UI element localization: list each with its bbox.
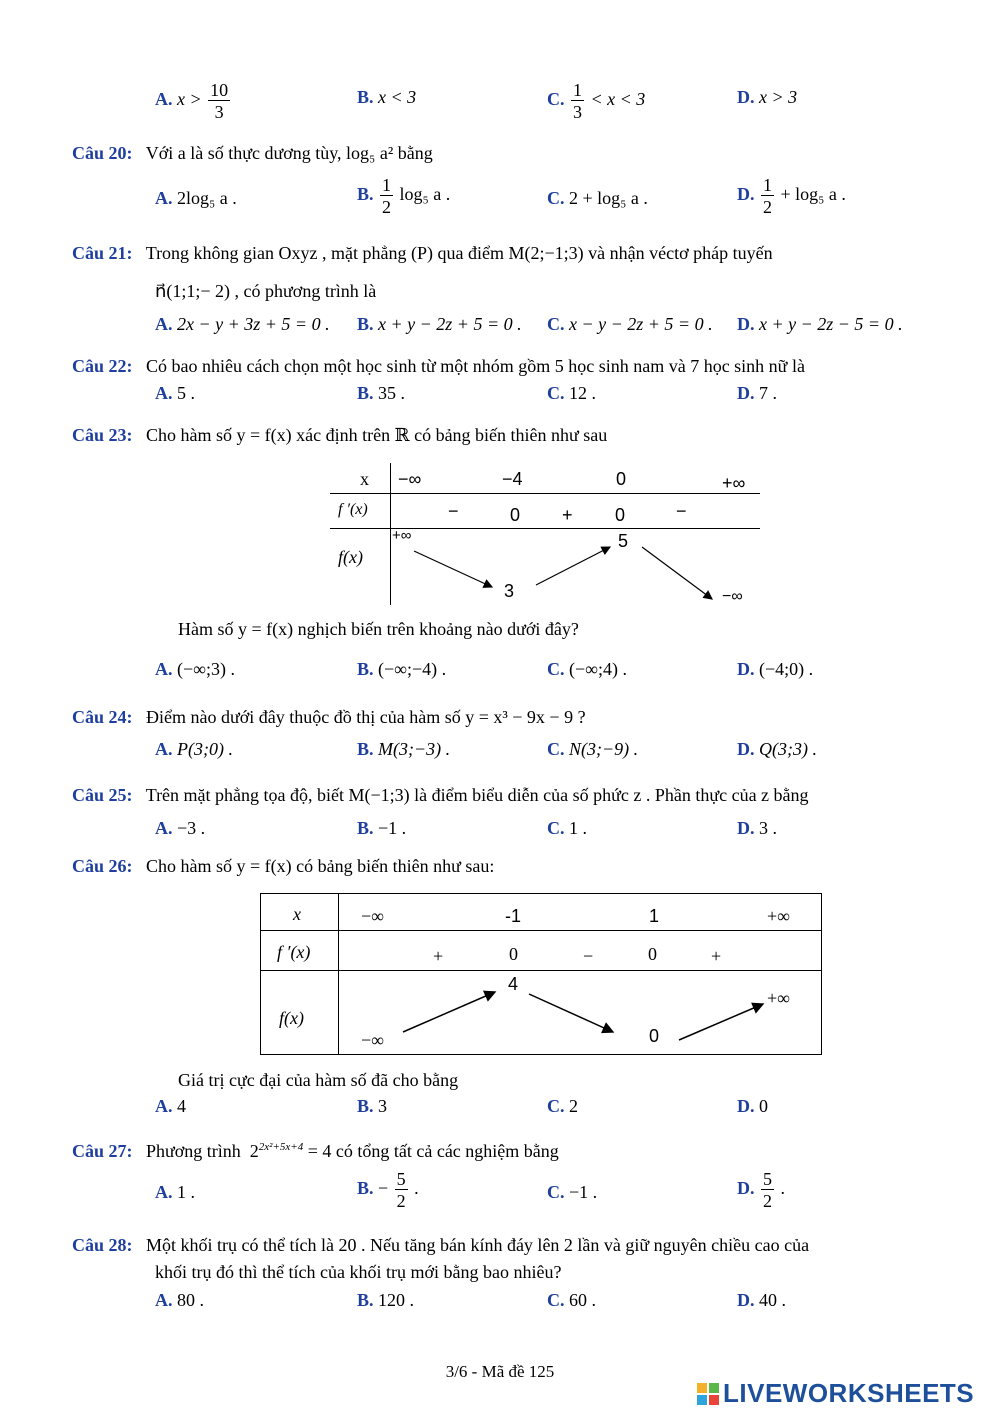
q26-option-b[interactable]: B. 3 (357, 1096, 388, 1116)
q22-stem: Câu 22: Có bao nhiêu cách chọn một học sinh từ một nhóm gồm 5 học sinh nam và 7 học sinh nữ là (72, 356, 805, 376)
q25-option-b[interactable]: B. −1 . (357, 818, 407, 838)
q26-arrow-up (679, 1004, 763, 1040)
q25-option-c[interactable]: C. 1 . (547, 818, 587, 838)
q21-option-a[interactable]: A. 2x − y + 3z + 5 = 0 . (155, 314, 330, 334)
q23-row-f-label: f(x) (338, 547, 363, 567)
q25-options (155, 818, 935, 858)
q26-arrow-up (403, 992, 495, 1032)
q22-option-d[interactable]: D. 7 . (737, 383, 777, 403)
q23-f-val: 3 (504, 581, 515, 601)
q20-option-d[interactable]: D. $\frac{1}{2}$ + log₅ a . (737, 175, 846, 217)
q25-option-d[interactable]: D. 3 . (737, 818, 777, 838)
q23-f-val: −∞ (722, 588, 743, 605)
q27-option-d[interactable]: D. $\frac{5}{2}$ . (737, 1169, 785, 1211)
q26-option-d[interactable]: D. 0 (737, 1096, 768, 1116)
q26-row-fp-label: f ′(x) (277, 942, 311, 962)
q22-option-c[interactable]: C. 12 . (547, 383, 596, 403)
q19-option-a[interactable]: A. x > $\frac{10}{3}$ (155, 80, 229, 122)
q20-stem: Câu 20: Với a là số thực dương tùy, log₅ a² bằng (72, 143, 433, 163)
q19-option-b[interactable]: B. x < 3 (357, 87, 417, 107)
q26-f-val: +∞ (767, 988, 790, 1008)
q26-question: Giá trị cực đại của hàm số đã cho bằng (178, 1070, 459, 1090)
q26-variation-table (260, 893, 822, 1055)
q26-fp-val: + (433, 946, 444, 966)
q23-fp-val: 0 (510, 505, 521, 525)
q26-f-val: −∞ (361, 1030, 384, 1050)
q26-fp-val: − (583, 946, 594, 966)
q28-option-c[interactable]: C. 60 . (547, 1290, 596, 1310)
q23-fp-val: − (676, 501, 687, 521)
q26-stem: Câu 26: Cho hàm số y = f(x) có bảng biến thiên như sau: (72, 856, 495, 876)
q24-option-c[interactable]: C. N(3;−9) . (547, 739, 639, 759)
q19-option-c[interactable]: C. $\frac{1}{3}$ < x < 3 (547, 80, 646, 122)
q21-option-b[interactable]: B. x + y − 2z + 5 = 0 . (357, 314, 522, 334)
q23-stem: Câu 23: Cho hàm số y = f(x) xác định trên ℝ có bảng biến thiên như sau (72, 425, 608, 445)
q21-option-d[interactable]: D. x + y − 2z − 5 = 0 . (737, 314, 903, 334)
q26-option-a[interactable]: A. 4 (155, 1096, 186, 1116)
q27-stem: Câu 27: Phương trình $2^{2x^2+5x+4} = 4$ có tổng tất cả các nghiệm bằng (72, 1141, 559, 1161)
q24-option-a[interactable]: A. P(3;0) . (155, 739, 233, 759)
q23-x-val: −4 (502, 469, 523, 489)
q23-arrows (330, 463, 762, 611)
q23-option-b[interactable]: B. (−∞;−4) . (357, 659, 447, 679)
q23-fp-val: 0 (615, 505, 626, 525)
q26-arrow-down (529, 994, 613, 1032)
q20-option-b[interactable]: B. $\frac{1}{2}$ log₅ a . (357, 175, 451, 217)
q23-row-fp-label: f ′(x) (338, 501, 368, 518)
q24-option-d[interactable]: D. Q(3;3) . (737, 739, 817, 759)
q23-arrow-down (414, 551, 492, 587)
q23-row-x-label: x (360, 469, 369, 489)
page-footer: 3/6 - Mã đề 125 (445, 1362, 555, 1381)
q27-option-c[interactable]: C. −1 . (547, 1182, 598, 1202)
q23-f-val: +∞ (392, 527, 412, 544)
q23-option-a[interactable]: A. (−∞;3) . (155, 659, 235, 679)
q21-stem-line2: n⃗(1;1;− 2) , có phương trình là (155, 281, 377, 301)
q23-f-val: 5 (618, 531, 629, 551)
q20-option-c[interactable]: C. 2 + log₅ a . (547, 188, 648, 208)
q28-options (155, 1290, 935, 1330)
q23-question: Hàm số y = f(x) nghịch biến trên khoảng nào dưới đây? (178, 619, 579, 639)
q26-option-c[interactable]: C. 2 (547, 1096, 578, 1116)
q24-option-b[interactable]: B. M(3;−3) . (357, 739, 451, 759)
q23-fp-val: + (562, 505, 573, 525)
q23-arrow-up (536, 547, 610, 585)
q21-options (155, 314, 935, 354)
q25-stem: Câu 25: Trên mặt phẳng tọa độ, biết M(−1;3) là điểm biểu diễn của số phức z . Phần thực của z bằng (72, 785, 809, 805)
q28-option-b[interactable]: B. 120 . (357, 1290, 415, 1310)
q26-arrows (261, 894, 821, 1054)
q23-arrow-down (642, 547, 712, 599)
q24-stem: Câu 24: Điểm nào dưới đây thuộc đồ thị của hàm số y = x³ − 9x − 9 ? (72, 707, 586, 727)
q25-option-a[interactable]: A. −3 . (155, 818, 206, 838)
q23-variation-table (330, 463, 762, 611)
q26-f-val: 4 (508, 974, 519, 994)
q28-option-a[interactable]: A. 80 . (155, 1290, 204, 1310)
q23-option-c[interactable]: C. (−∞;4) . (547, 659, 627, 679)
q26-f-val: 0 (649, 1026, 660, 1046)
q26-x-val: +∞ (767, 906, 790, 926)
q26-fp-val: 0 (648, 944, 657, 964)
q22-option-a[interactable]: A. 5 . (155, 383, 195, 403)
q21-option-c[interactable]: C. x − y − 2z + 5 = 0 . (547, 314, 713, 334)
q23-x-val: +∞ (722, 473, 746, 493)
q23-options (155, 659, 935, 699)
q26-options (155, 1096, 935, 1136)
q24-options (155, 739, 935, 779)
q27-option-b[interactable]: B. − $\frac{5}{2}$ . (357, 1169, 419, 1211)
q26-x-val: −∞ (361, 906, 384, 926)
q20-options (155, 176, 935, 222)
q28-stem-line2: khối trụ đó thì thể tích của khối trụ mới bằng bao nhiêu? (155, 1262, 562, 1282)
q20-option-a[interactable]: A. 2log₅ a . (155, 188, 237, 208)
q27-options (155, 1170, 935, 1218)
q27-option-a[interactable]: A. 1 . (155, 1182, 195, 1202)
q26-row-x-label: x (293, 904, 301, 924)
q22-options (155, 383, 935, 423)
q22-option-b[interactable]: B. 35 . (357, 383, 406, 403)
q26-x-val: -1 (505, 906, 522, 926)
q23-x-val: −∞ (398, 469, 422, 489)
q23-fp-val: − (448, 501, 459, 521)
q23-option-d[interactable]: D. (−4;0) . (737, 659, 814, 679)
q28-option-d[interactable]: D. 40 . (737, 1290, 786, 1310)
q26-x-val: 1 (649, 906, 660, 926)
liveworksheets-icon (697, 1383, 719, 1405)
q26-row-f-label: f(x) (279, 1008, 304, 1028)
q19-options (155, 75, 935, 125)
q23-x-val: 0 (616, 469, 627, 489)
q28-stem: Câu 28: Một khối trụ có thể tích là 20 . Nếu tăng bán kính đáy lên 2 lần và giữ nguyên chiều cao của (72, 1235, 810, 1255)
liveworksheets-logo[interactable]: LIVEWORKSHEETS (697, 1378, 974, 1409)
q19-option-d[interactable]: D. x > 3 (737, 87, 798, 107)
q26-fp-val: 0 (509, 944, 518, 964)
q26-fp-val: + (711, 946, 722, 966)
q21-stem: Câu 21: Trong không gian Oxyz , mặt phẳng (P) qua điểm M(2;−1;3) và nhận véctơ pháp tuyến (72, 243, 773, 263)
